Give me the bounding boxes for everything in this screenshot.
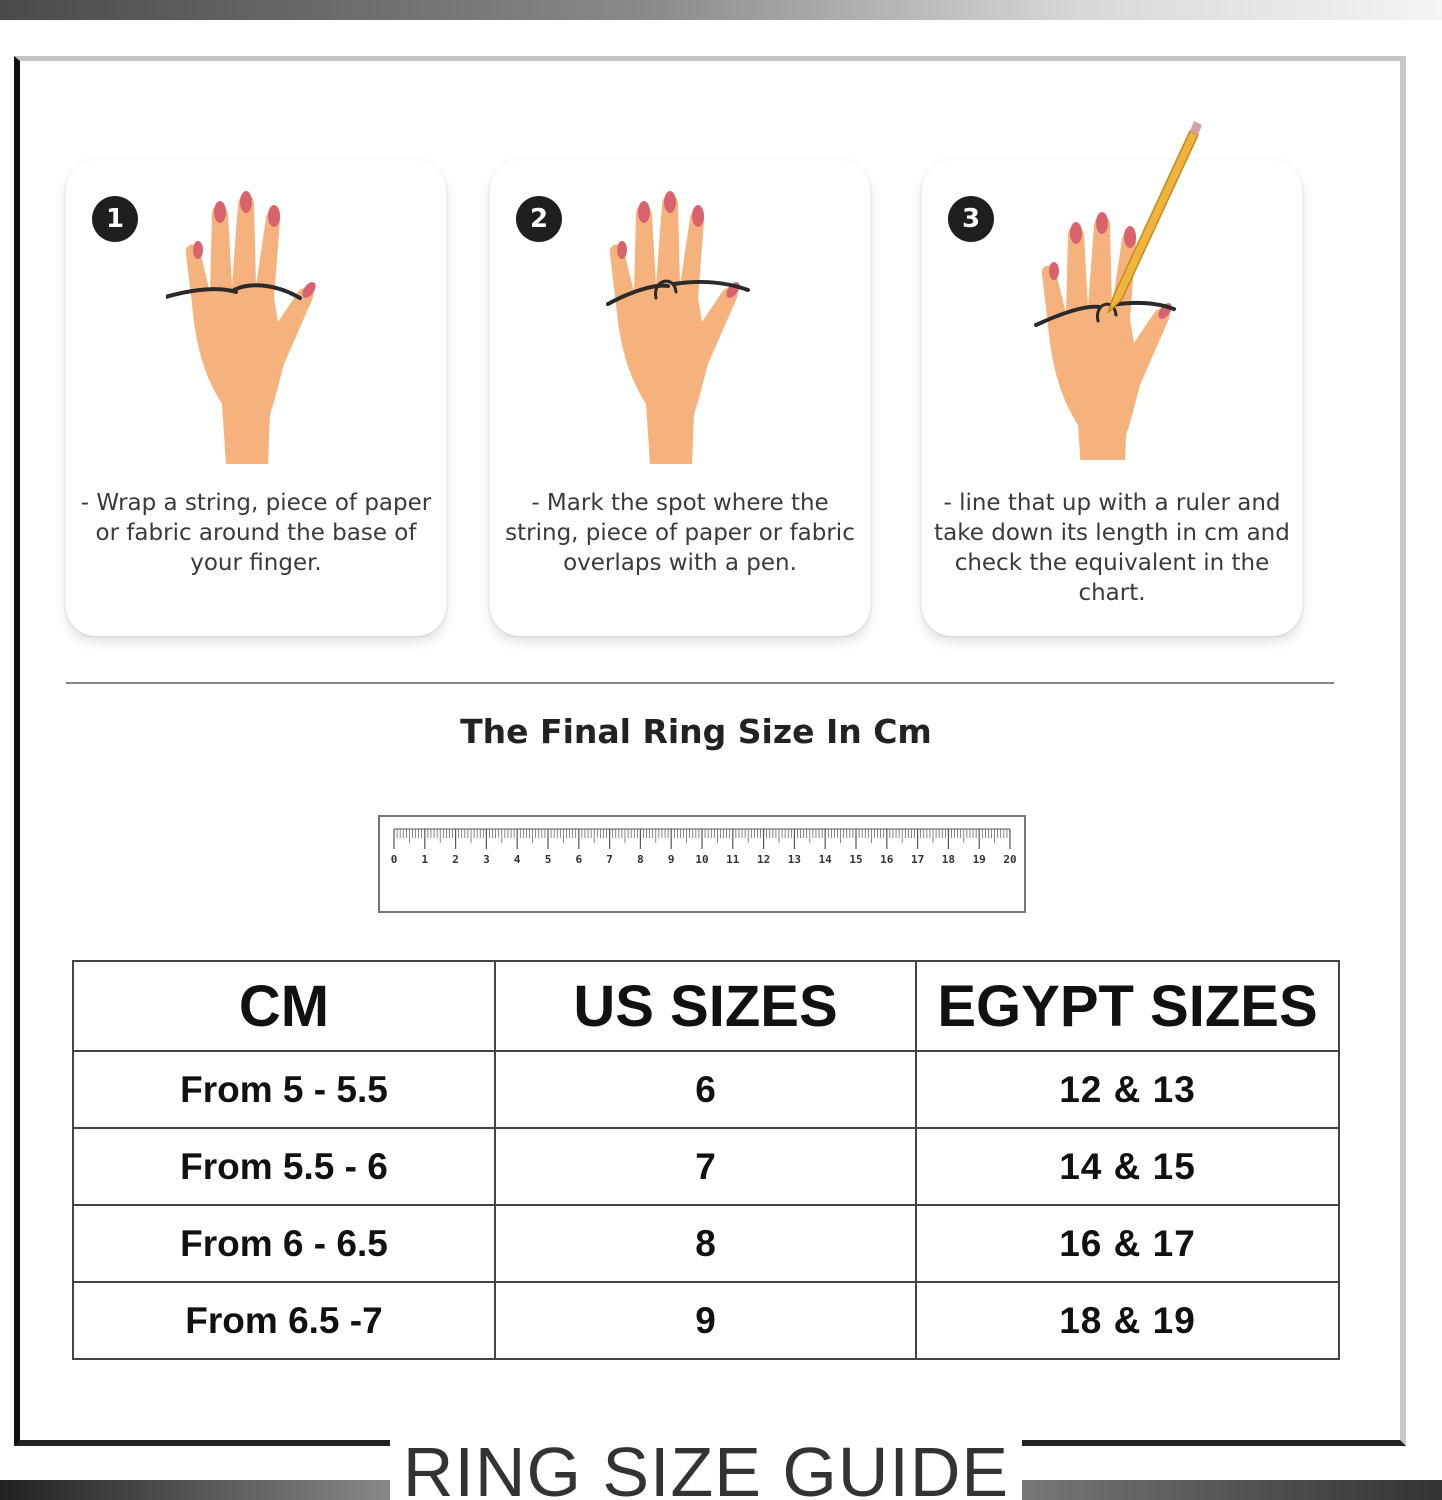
step-instruction: - Mark the spot where the string, piece of paper or fabric overlaps with a pen. xyxy=(505,490,855,576)
top-gradient-bar xyxy=(0,0,1442,20)
ruler-label: 19 xyxy=(972,853,986,866)
cm-range-cell: From 5 - 5.5 xyxy=(73,1051,495,1128)
ruler-label: 0 xyxy=(390,853,398,866)
ruler-scale xyxy=(380,817,1024,911)
hand-with-marked-string-icon xyxy=(590,174,790,474)
ruler-label: 12 xyxy=(756,853,771,866)
ruler-label: 4 xyxy=(513,853,521,866)
ruler-label: 13 xyxy=(787,853,802,866)
step-instruction: - line that up with a ruler and take down its length in cm and check the equivalent in the chart. xyxy=(934,490,1290,606)
hand-with-pencil-icon xyxy=(1022,90,1222,460)
step-card-2 xyxy=(490,160,870,636)
ruler-label: 2 xyxy=(452,853,459,866)
ruler-label: 6 xyxy=(575,853,583,866)
step-number-badge: 1 xyxy=(92,196,138,242)
ruler-label: 1 xyxy=(421,853,429,866)
section-divider xyxy=(66,682,1334,684)
final-size-title: The Final Ring Size In Cm xyxy=(460,712,932,751)
step-card-1 xyxy=(66,160,446,636)
ring-size-table xyxy=(72,960,1340,1360)
header-cm: CM xyxy=(73,961,495,1051)
ruler-label: 14 xyxy=(818,853,832,866)
table-row xyxy=(73,1205,1339,1282)
cm-range-cell: From 6 - 6.5 xyxy=(73,1205,495,1282)
us-size-cell: 8 xyxy=(495,1205,916,1282)
us-size-cell: 7 xyxy=(495,1128,916,1205)
egypt-size-cell: 14 & 15 xyxy=(916,1128,1339,1205)
egypt-size-cell: 18 & 19 xyxy=(916,1282,1339,1359)
egypt-size-cell: 16 & 17 xyxy=(916,1205,1339,1282)
ruler-label: 18 xyxy=(941,853,956,866)
ruler-label: 3 xyxy=(483,853,490,866)
ruler-label: 8 xyxy=(637,853,644,866)
ruler-label: 9 xyxy=(667,853,675,866)
cm-range-cell: From 6.5 -7 xyxy=(73,1282,495,1359)
cm-range-cell: From 5.5 - 6 xyxy=(73,1128,495,1205)
hand-with-string-icon xyxy=(166,174,366,474)
ruler-label: 15 xyxy=(849,853,863,866)
table-header-row xyxy=(73,961,1339,1051)
table-row xyxy=(73,1051,1339,1128)
header-us-sizes: US SIZES xyxy=(495,961,916,1051)
table-row xyxy=(73,1282,1339,1359)
step-instruction: - Wrap a string, piece of paper or fabric around the base of your finger. xyxy=(80,490,432,576)
ruler-label: 5 xyxy=(544,853,552,866)
step-number-badge: 3 xyxy=(948,196,994,242)
ruler xyxy=(378,815,1026,913)
bottom-band-right xyxy=(1022,1480,1442,1500)
step-card-3 xyxy=(922,160,1302,636)
bottom-band-left xyxy=(0,1480,390,1500)
ruler-label: 10 xyxy=(695,853,709,866)
ruler-label: 7 xyxy=(606,853,613,866)
table-row xyxy=(73,1128,1339,1205)
ring-size-guide-title: RING SIZE GUIDE xyxy=(390,1424,1022,1500)
ruler-label: 11 xyxy=(726,853,740,866)
us-size-cell: 6 xyxy=(495,1051,916,1128)
step-number-badge: 2 xyxy=(516,196,562,242)
ruler-label: 17 xyxy=(910,853,925,866)
ruler-label: 20 xyxy=(1003,853,1017,866)
egypt-size-cell: 12 & 13 xyxy=(916,1051,1339,1128)
us-size-cell: 9 xyxy=(495,1282,916,1359)
header-egypt-sizes: EGYPT SIZES xyxy=(916,961,1339,1051)
ruler-label: 16 xyxy=(880,853,894,866)
